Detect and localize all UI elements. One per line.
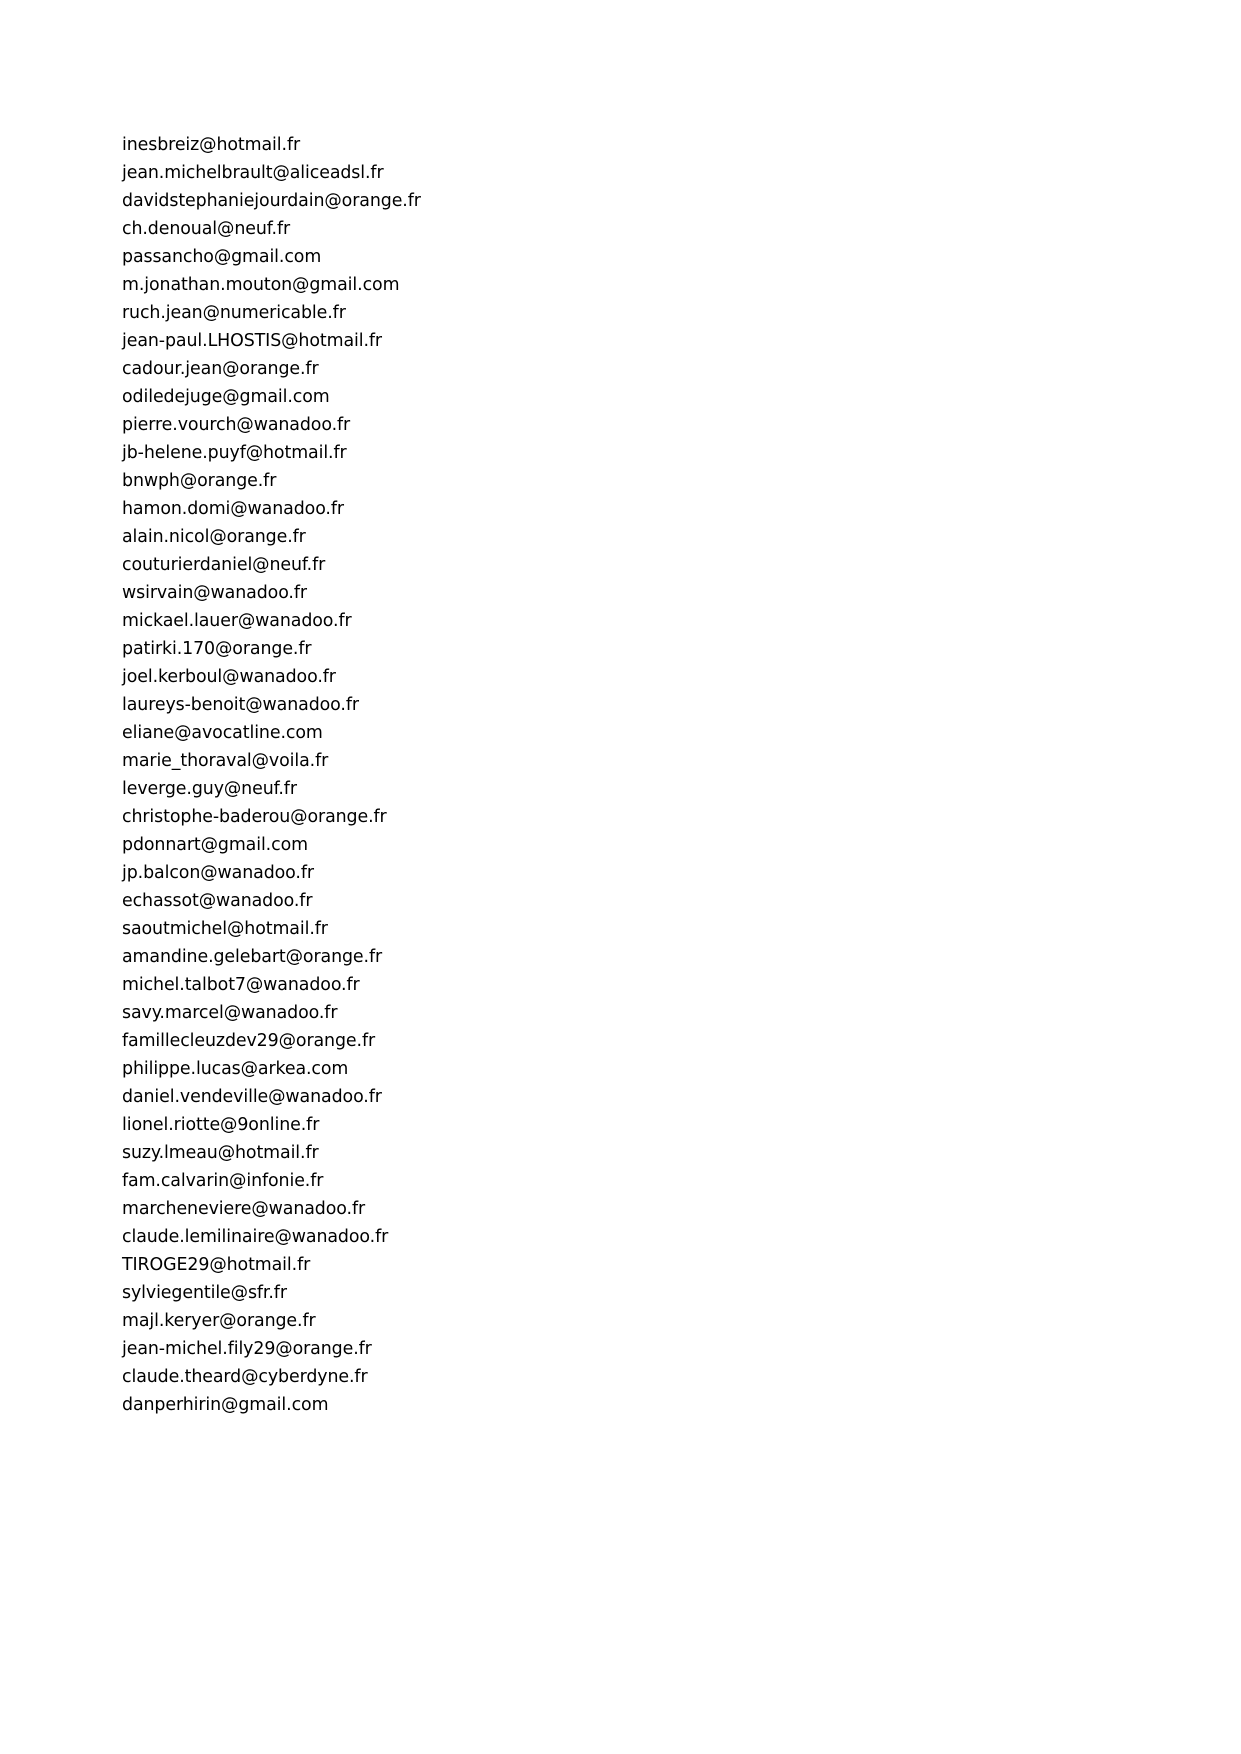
text-line: saoutmichel@hotmail.fr bbox=[122, 919, 328, 939]
text-line: claude.theard@cyberdyne.fr bbox=[122, 1367, 368, 1387]
text-line: jb-helene.puyf@hotmail.fr bbox=[122, 443, 347, 463]
text-line: suzy.lmeau@hotmail.fr bbox=[122, 1143, 319, 1163]
text-line: jean-michel.fily29@orange.fr bbox=[122, 1339, 372, 1359]
text-line: fam.calvarin@infonie.fr bbox=[122, 1171, 324, 1191]
text-line: alain.nicol@orange.fr bbox=[122, 527, 306, 547]
text-line: hamon.domi@wanadoo.fr bbox=[122, 499, 344, 519]
text-line: pdonnart@gmail.com bbox=[122, 835, 308, 855]
text-line: laureys-benoit@wanadoo.fr bbox=[122, 695, 359, 715]
text-line: claude.lemilinaire@wanadoo.fr bbox=[122, 1227, 389, 1247]
text-line: TIROGE29@hotmail.fr bbox=[122, 1255, 311, 1275]
text-line: jp.balcon@wanadoo.fr bbox=[122, 863, 314, 883]
text-line: joel.kerboul@wanadoo.fr bbox=[122, 667, 336, 687]
text-line: bnwph@orange.fr bbox=[122, 471, 277, 491]
text-line: savy.marcel@wanadoo.fr bbox=[122, 1003, 338, 1023]
text-line: danperhirin@gmail.com bbox=[122, 1395, 329, 1415]
text-line: davidstephaniejourdain@orange.fr bbox=[122, 191, 421, 211]
text-line: mickael.lauer@wanadoo.fr bbox=[122, 611, 352, 631]
text-line: wsirvain@wanadoo.fr bbox=[122, 583, 307, 603]
text-line: jean.michelbrault@aliceadsl.fr bbox=[122, 163, 384, 183]
text-line: daniel.vendeville@wanadoo.fr bbox=[122, 1087, 382, 1107]
text-line: famillecleuzdev29@orange.fr bbox=[122, 1031, 376, 1051]
text-line: majl.keryer@orange.fr bbox=[122, 1311, 316, 1331]
text-line: amandine.gelebart@orange.fr bbox=[122, 947, 383, 967]
text-line: inesbreiz@hotmail.fr bbox=[122, 135, 301, 155]
text-line: passancho@gmail.com bbox=[122, 247, 322, 267]
text-line: jean-paul.LHOSTIS@hotmail.fr bbox=[122, 331, 382, 351]
text-line: eliane@avocatline.com bbox=[122, 723, 323, 743]
text-line: marcheneviere@wanadoo.fr bbox=[122, 1199, 366, 1219]
text-line: cadour.jean@orange.fr bbox=[122, 359, 319, 379]
text-line: couturierdaniel@neuf.fr bbox=[122, 555, 326, 575]
text-line: leverge.guy@neuf.fr bbox=[122, 779, 297, 799]
text-line: sylviegentile@sfr.fr bbox=[122, 1283, 287, 1303]
text-line: echassot@wanadoo.fr bbox=[122, 891, 313, 911]
text-line: michel.talbot7@wanadoo.fr bbox=[122, 975, 360, 995]
text-line: pierre.vourch@wanadoo.fr bbox=[122, 415, 351, 435]
text-line: odiledejuge@gmail.com bbox=[122, 387, 330, 407]
text-line: philippe.lucas@arkea.com bbox=[122, 1059, 349, 1079]
text-line: christophe-baderou@orange.fr bbox=[122, 807, 387, 827]
text-line: lionel.riotte@9online.fr bbox=[122, 1115, 320, 1135]
text-line: ch.denoual@neuf.fr bbox=[122, 219, 291, 239]
text-line: ruch.jean@numericable.fr bbox=[122, 303, 346, 323]
text-line: patirki.170@orange.fr bbox=[122, 639, 312, 659]
text-line: marie_thoraval@voila.fr bbox=[122, 751, 329, 771]
email-address-list bbox=[122, 131, 1122, 1419]
text-line: m.jonathan.mouton@gmail.com bbox=[122, 275, 400, 295]
